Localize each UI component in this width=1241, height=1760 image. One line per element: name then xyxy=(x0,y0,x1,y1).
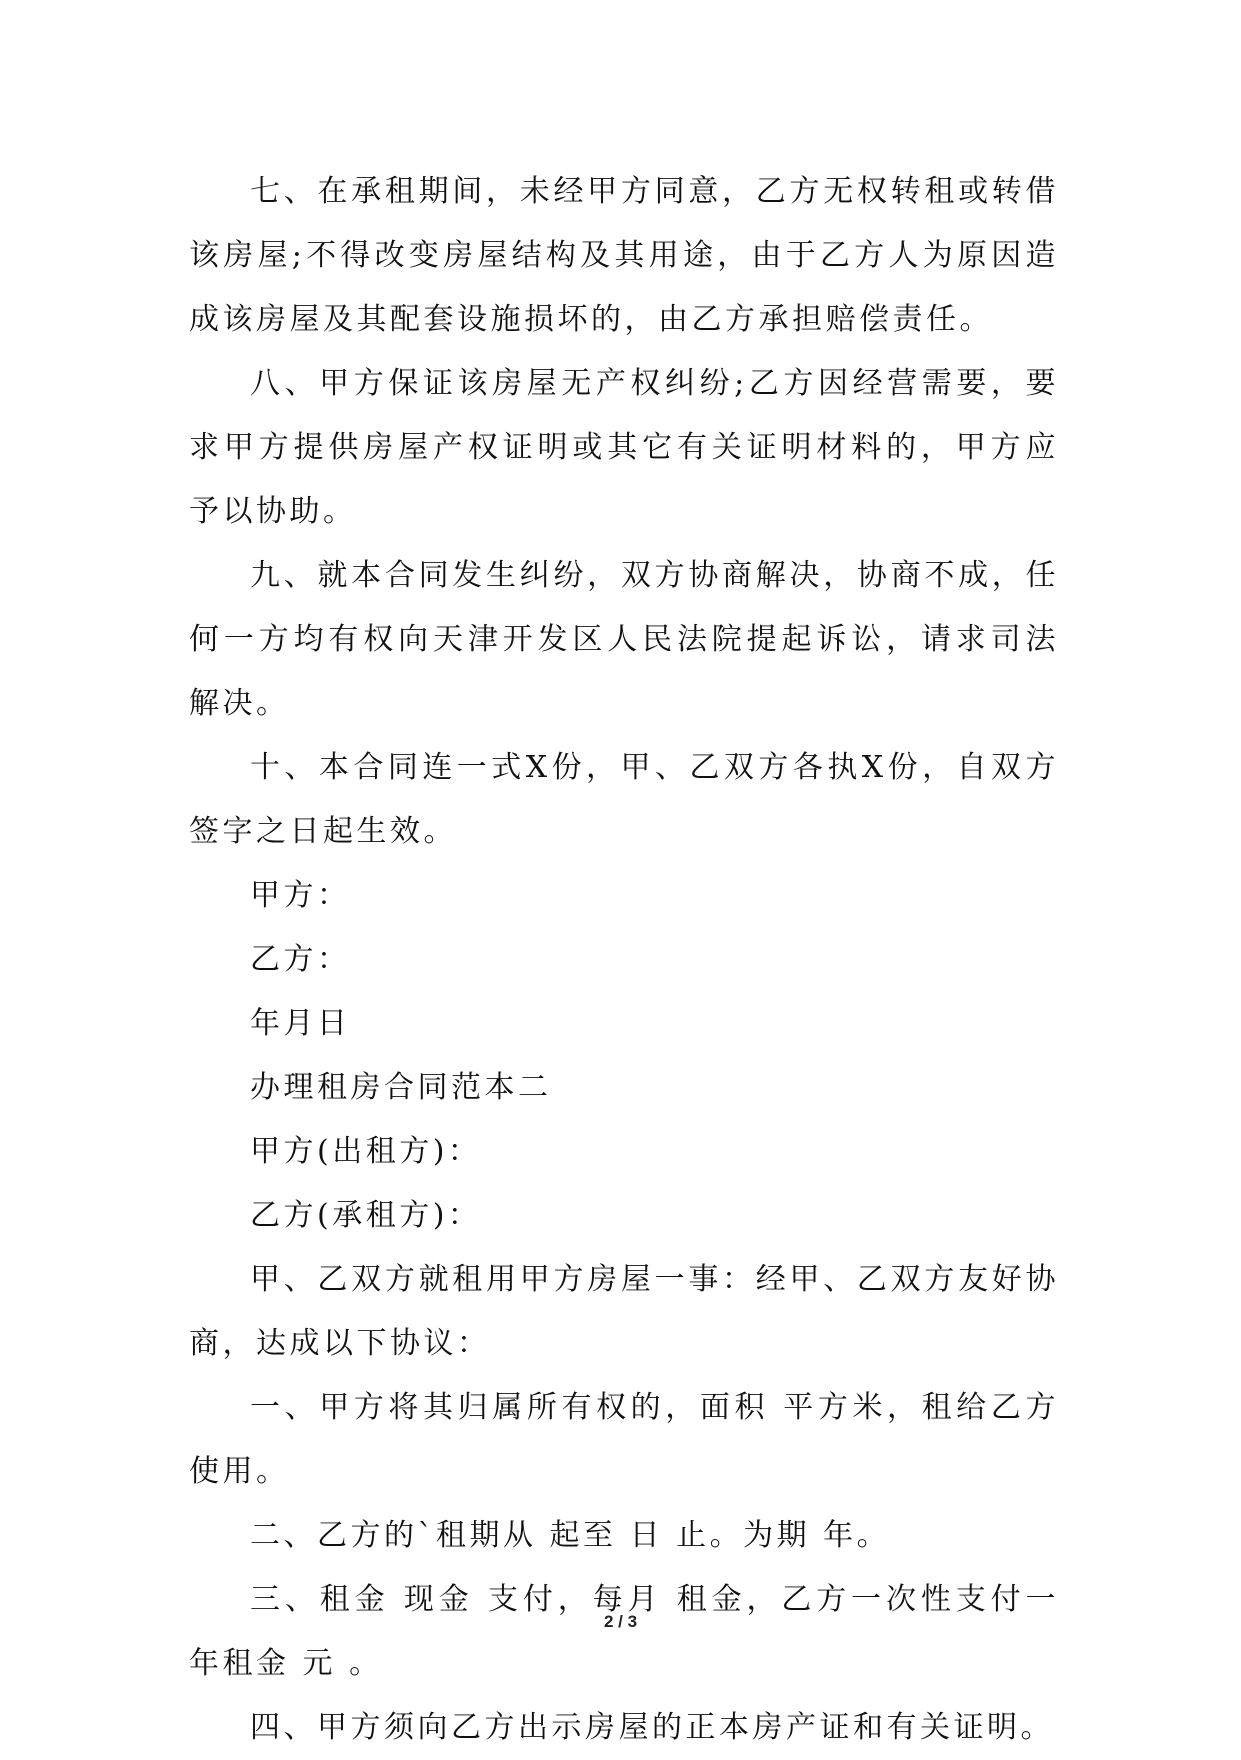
party-a-lessor: 甲方(出租方)： xyxy=(250,1134,482,1169)
clause-9: 九、就本合同发生纠纷，双方协商解决，协商不成，任何一方均有权向天津开发区人民法院提起诉讼，请求司法解决。 xyxy=(189,558,1059,721)
clause-3: 三、租金 现金 支付，每月 租金，乙方一次性支付一年租金 元 。 xyxy=(189,1582,1059,1681)
signature-party-b: 乙方： xyxy=(250,942,351,977)
signature-party-a: 甲方： xyxy=(250,878,351,913)
page-number: 2 / 3 xyxy=(603,1612,638,1631)
document-body xyxy=(189,160,1059,1760)
clause-7: 七、在承租期间，未经甲方同意，乙方无权转租或转借该房屋;不得改变房屋结构及其用途，由于乙方人为原因造成该房屋及其配套设施损坏的，由乙方承担赔偿责任。 xyxy=(189,174,1059,337)
clause-2: 二、乙方的`租期从 起至 日 止。为期 年。 xyxy=(250,1518,891,1553)
clause-8: 八、甲方保证该房屋无产权纠纷;乙方因经营需要，要求甲方提供房屋产权证明或其它有关证明材料的，甲方应予以协助。 xyxy=(189,366,1059,529)
section-title: 办理租房合同范本二 xyxy=(250,1070,552,1105)
clause-4: 四、甲方须向乙方出示房屋的正本房产证和有关证明。 xyxy=(250,1710,1054,1745)
agreement-intro: 甲、乙双方就租用甲方房屋一事：经甲、乙双方友好协商，达成以下协议： xyxy=(189,1262,1059,1361)
clause-10: 十、本合同连一式X份，甲、乙双方各执X份，自双方签字之日起生效。 xyxy=(189,750,1059,849)
party-b-lessee: 乙方(承租方)： xyxy=(250,1198,482,1233)
clause-1: 一、甲方将其归属所有权的，面积 平方米，租给乙方使用。 xyxy=(189,1390,1059,1489)
signature-date: 年月日 xyxy=(250,1006,351,1041)
